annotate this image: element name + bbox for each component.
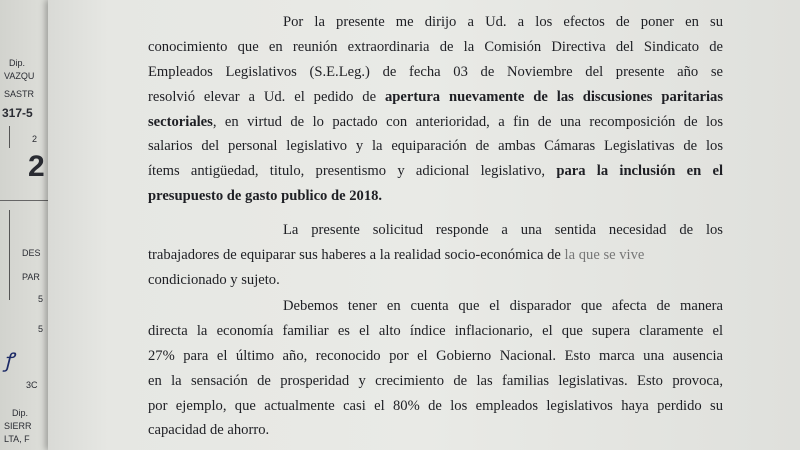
- text-line: [148, 159, 723, 184]
- text-line: directa la economía familiar es el alto índice inflacionario, el que supera claramente el: [148, 322, 723, 339]
- text-line: Empleados Legislativos (S.E.Leg.) de fecha 03 de Noviembre del presente año se: [148, 63, 723, 80]
- text-segment: ítems antigüedad, titulo, presentismo y adicional legislativo,: [148, 163, 557, 180]
- letter-page: [48, 0, 800, 450]
- paragraph-inflation: [148, 294, 723, 443]
- text-line: 27% para el último año, reconocido por el Gobierno Nacional. Esto marca una ausencia: [148, 347, 723, 364]
- faded-segment: la que se vive: [564, 246, 645, 263]
- bold-segment: para la inclusión en el: [556, 163, 723, 180]
- text-line: [148, 243, 723, 268]
- underlying-label: 2: [28, 150, 45, 183]
- text-line: capacidad de ahorro.: [148, 422, 270, 439]
- underlying-label: PAR: [22, 272, 40, 282]
- text-line: Por la presente me dirijo a Ud. a los efectos de poner en su: [283, 14, 723, 30]
- text-line: [148, 184, 723, 209]
- text-line: salarios del personal legislativo y la equiparación de ambas Cámaras Legislativas de los: [148, 138, 723, 155]
- text-segment: , en virtud de lo pactado con anterioridad, a fin de una recomposición de los: [212, 113, 723, 130]
- underlying-label: 5: [38, 324, 44, 334]
- text-line: conocimiento que en reunión extraordinaria de la Comisión Directiva del Sindicato de: [148, 38, 723, 55]
- underlying-label: 3C: [26, 380, 38, 390]
- underlying-label: VAZQU: [4, 71, 35, 81]
- text-segment: trabajadores de equiparar sus haberes a la realidad socio-económica de: [148, 246, 565, 263]
- text-line: Debemos tener en cuenta que el disparador que afecta de manera: [283, 298, 723, 314]
- text-line: condicionado y sujeto.: [148, 271, 280, 288]
- underlying-label: 5: [38, 294, 44, 304]
- underlying-rule: [9, 210, 10, 300]
- bold-segment: sectoriales: [148, 113, 213, 130]
- underlying-label: SIERR: [4, 421, 32, 431]
- paragraph-request: [148, 10, 723, 209]
- underlying-label: 2: [32, 134, 38, 144]
- text-line: [148, 85, 723, 110]
- underlying-label: 317-5: [2, 106, 33, 120]
- paragraph-justification: [148, 218, 723, 293]
- text-line: La presente solicitud responde a una sentida necesidad de los: [283, 222, 723, 238]
- underlying-label: LTA, F: [4, 434, 30, 444]
- underlying-label: Dip.: [12, 408, 29, 418]
- text-segment: resolvió elevar a Ud. el pedido de: [148, 88, 385, 105]
- text-line: [148, 110, 723, 135]
- bold-segment: apertura nuevamente de las discusiones paritarias: [384, 88, 723, 105]
- text-line: en la sensación de prosperidad y crecimiento de las familias legislativas. Esto provoca,: [148, 372, 723, 389]
- text-line: por ejemplo, que actualmente casi el 80% de los empleados legislativos haya perdido su: [148, 397, 723, 414]
- bold-segment: presupuesto de gasto publico de 2018.: [148, 188, 383, 205]
- underlying-rule: [9, 126, 10, 148]
- underlying-label: SASTR: [4, 89, 35, 99]
- underlying-label: DES: [22, 248, 41, 258]
- handwritten-mark: ꝭ: [4, 348, 14, 372]
- underlying-label: Dip.: [9, 58, 26, 68]
